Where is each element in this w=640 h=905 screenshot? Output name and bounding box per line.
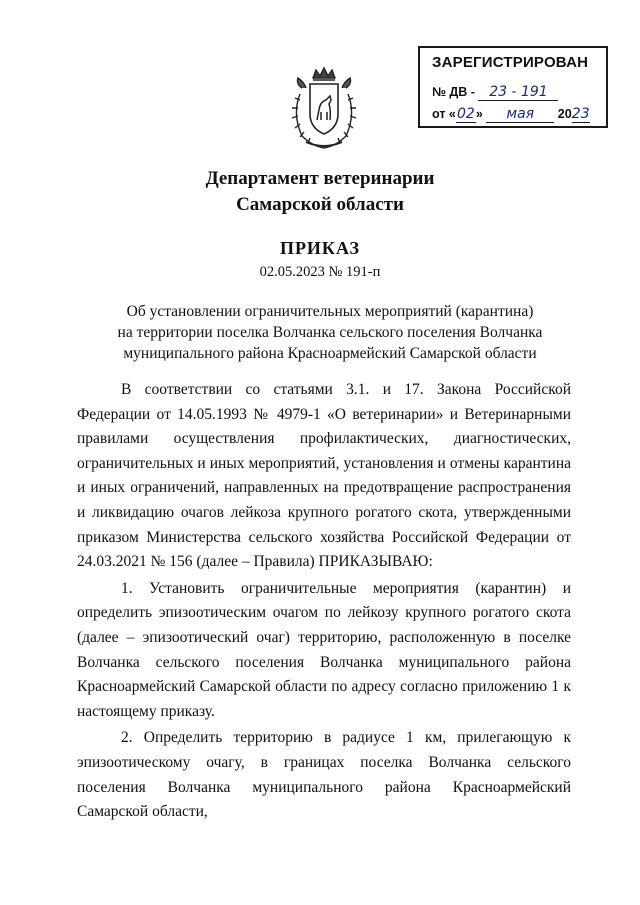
stamp-day-field [456, 106, 476, 123]
stamp-year-value: 23 [571, 106, 590, 122]
stamp-number-field [478, 84, 558, 101]
registration-stamp [418, 46, 608, 128]
order-title: ПРИКАЗ [279, 238, 361, 258]
stamp-number-value: 23 - 191 [489, 84, 548, 100]
region-name: Самарской области [236, 194, 404, 215]
stamp-date-prefix: от « [432, 107, 456, 121]
item-2-paragraph: 2. Определить территорию в радиусе 1 км, прилегающую к эпизоотическому очагу, в границах поселка Волчанка сельского поселения Волчанка муниципального района Красноармейский Самарской области, [77, 729, 571, 821]
stamp-number-label: № ДВ - [432, 85, 475, 99]
subject-line-2: на территории поселка Волчанка сельского поселения Волчанка [117, 324, 543, 341]
order-subject [60, 301, 600, 364]
coat-of-arms-icon [286, 64, 362, 152]
subject-line-3: муниципального района Красноармейский Самарской области [123, 345, 537, 362]
stamp-day-value: 02 [456, 106, 475, 122]
stamp-month-value: мая [506, 106, 535, 122]
stamp-title: ЗАРЕГИСТРИРОВАН [432, 54, 589, 71]
order-body [77, 378, 571, 825]
stamp-year-prefix: 20 [557, 107, 572, 121]
stamp-date-row [432, 106, 590, 123]
subject-line-1: Об установлении ограничительных мероприятий (карантина) [126, 303, 534, 320]
stamp-month-field [486, 106, 554, 123]
stamp-year-field [572, 106, 590, 123]
order-number: 02.05.2023 № 191-п [259, 264, 381, 280]
stamp-number-row [432, 84, 558, 101]
item-1-paragraph: 1. Установить ограничительные мероприятия (карантин) и определить эпизоотическим очагом по лейкозу крупного рогатого скота (далее – эпизоотический очаг) территорию, расположенную в поселке Волчанка сельского поселения Волчанка муниципального района Красноармейский Самарской области по адресу согласно приложению 1 к настоящему приказу. [77, 579, 571, 720]
department-name: Департамент ветеринарии [205, 168, 435, 189]
preamble-paragraph: В соответствии со статьями 3.1. и 17. Закона Российской Федерации от 14.05.1993 № 4979-1 «О ветеринарии» и Ветеринарными правилами осуществления профилактических, диагностических, ограничительных и иных мероприятий, установления и отмены карантина и иных ограничений, направленных на предотвращение распространения и ликвидацию очагов лейкоза крупного рогатого скота, утвержденными приказом Министерства сельского хозяйства Российской Федерации от 24.03.2021 № 156 (далее – Правила) ПРИКАЗЫВАЮ: [77, 381, 571, 571]
stamp-date-mid: » [475, 107, 483, 121]
